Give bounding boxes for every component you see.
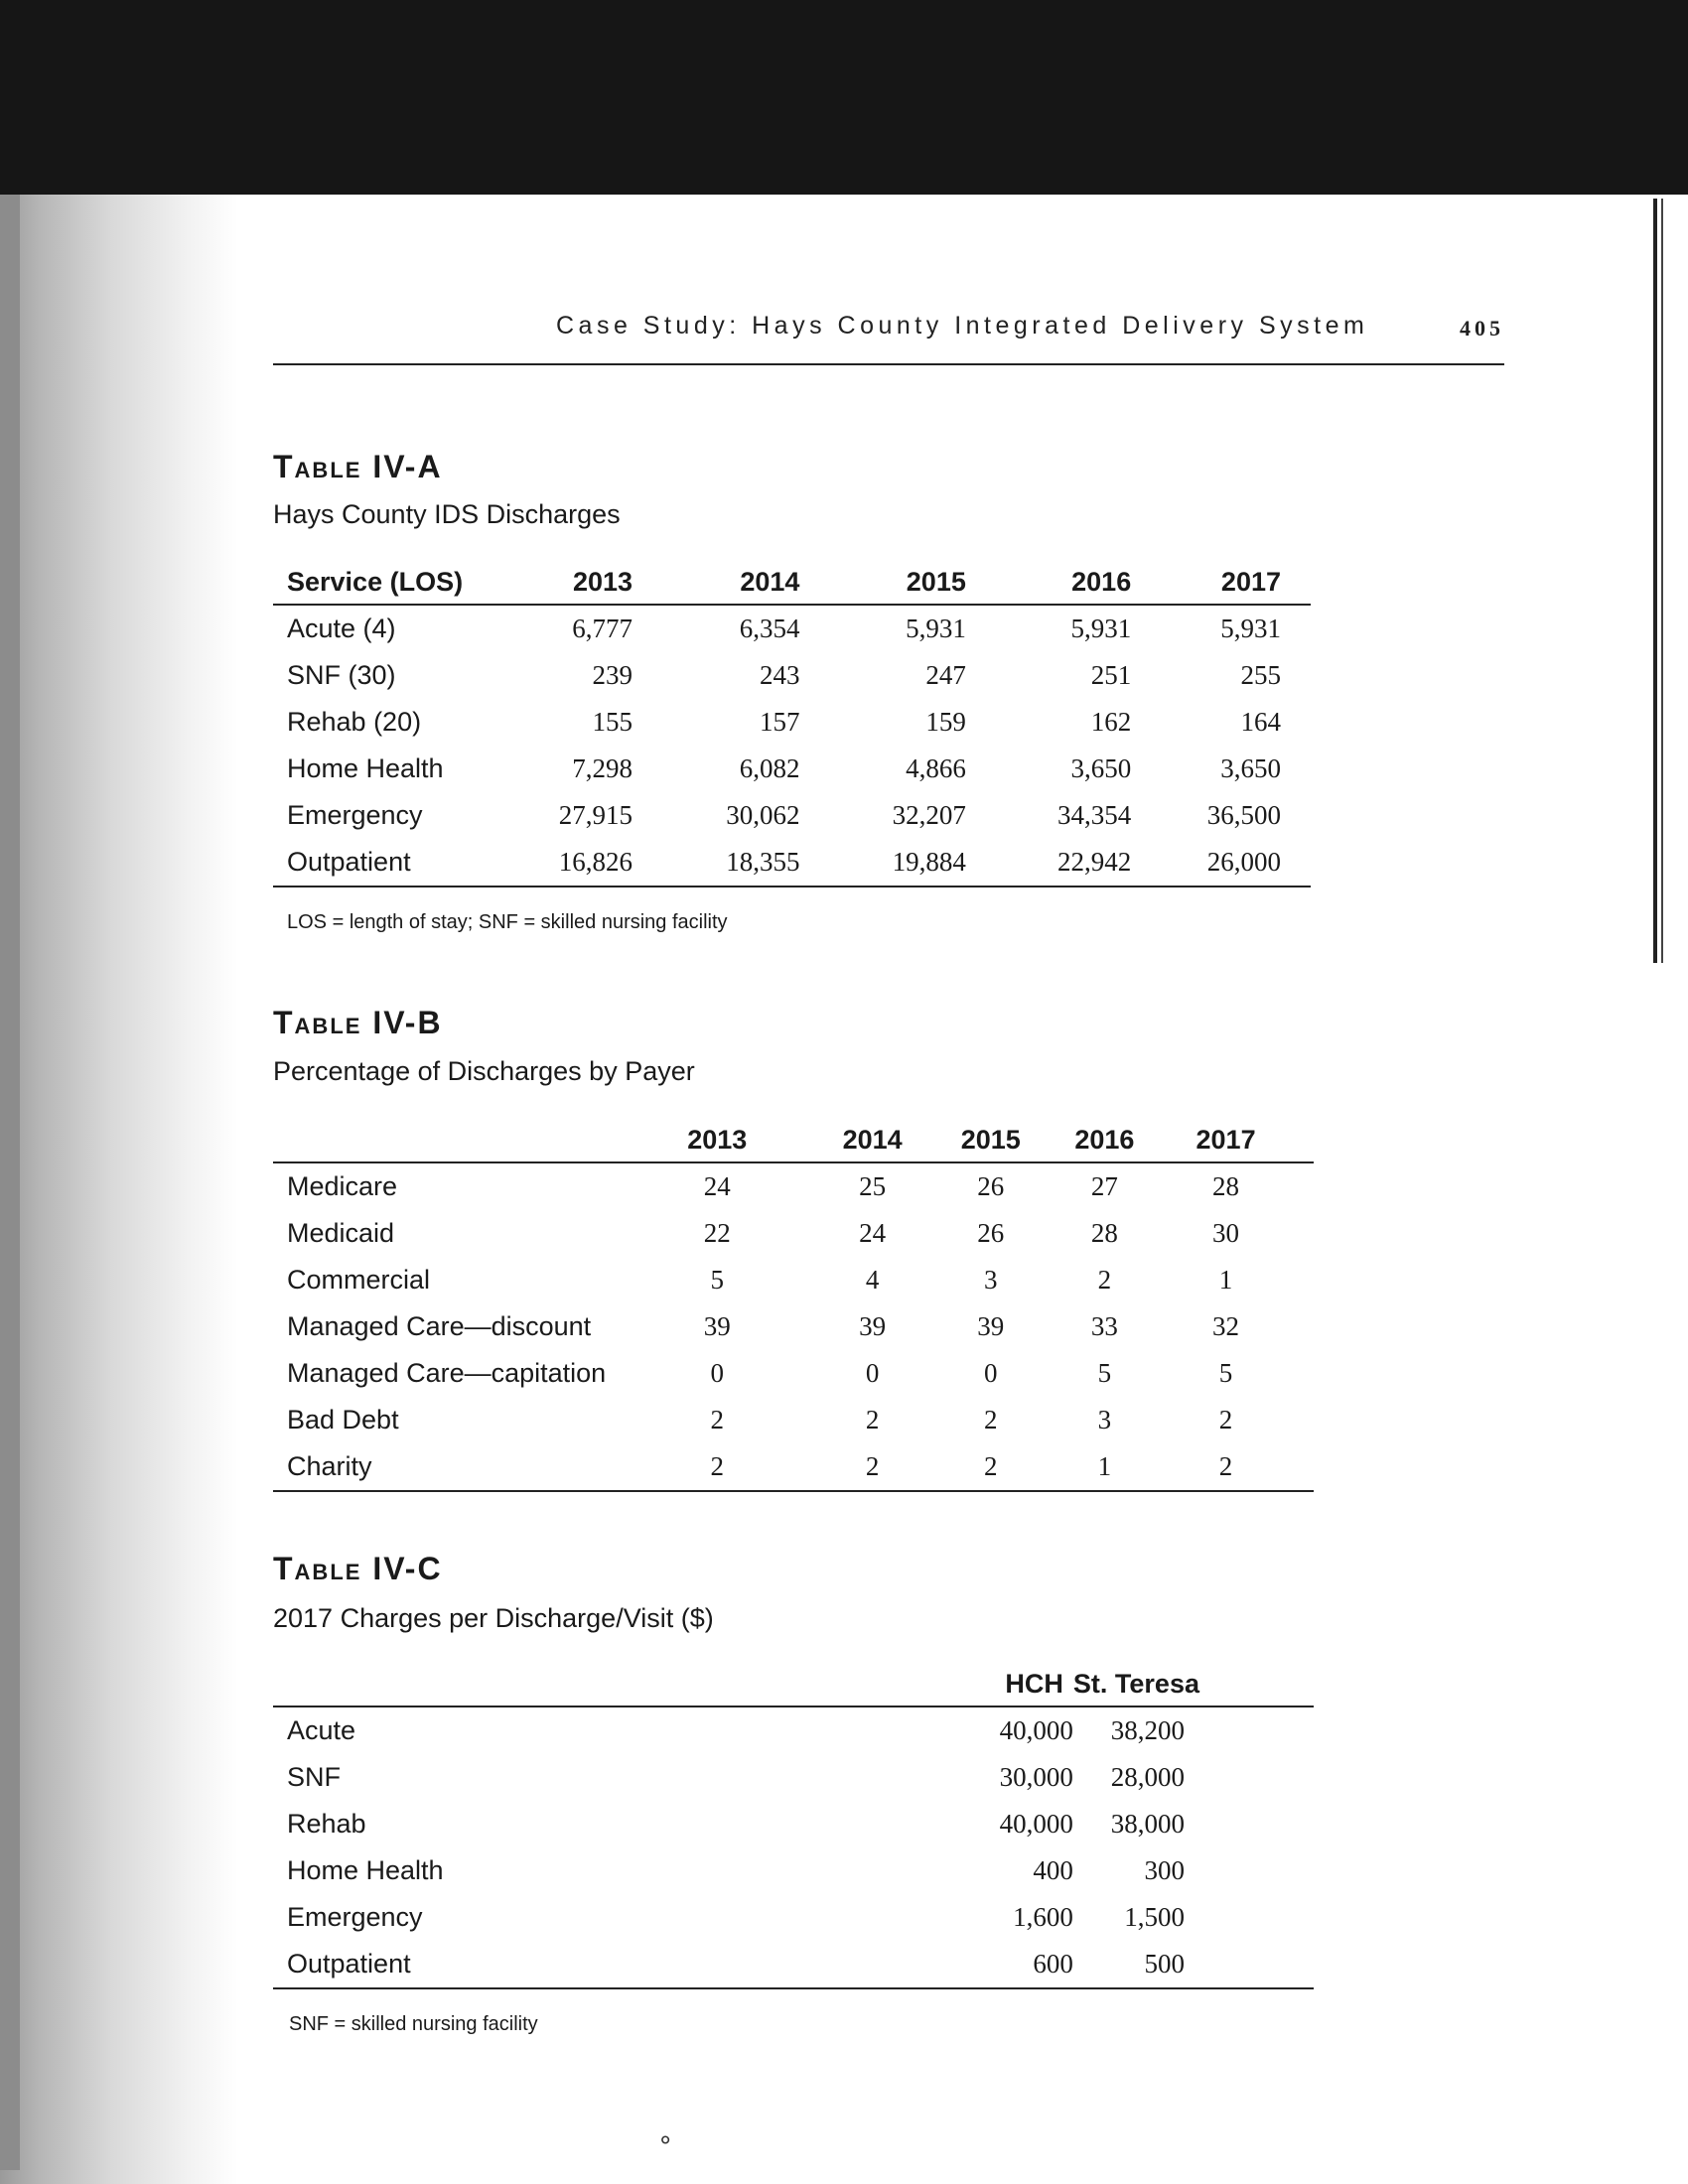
table-cell: 0 [984,1358,998,1388]
row-label: Outpatient [273,1941,611,1988]
row-label: Home Health [287,753,444,783]
row-label: SNF (30) [287,660,396,690]
table-row [273,792,1311,839]
table-cell: 7,298 [572,753,633,783]
table-row [273,1443,1314,1491]
table-cell: 255 [1240,660,1281,690]
table-row [273,1397,1314,1443]
table-cell: 26,000 [1153,839,1311,887]
table-cell: 2 [710,1405,724,1434]
table-cell: 30 [1212,1218,1240,1248]
row-label: Home Health [287,1855,444,1885]
row-label: Medicare [287,1171,398,1201]
table-cell: 32 [1212,1311,1240,1341]
table-cell: 5 [1218,1358,1233,1388]
table-cell: 3,650 [1220,753,1281,783]
page-edge-line [1653,199,1657,963]
table-cell: 33 [1090,1311,1118,1341]
table-cell: 5,931 [1220,614,1281,643]
table-a-col-header: Service (LOS) [287,567,464,597]
table-b-caption: Percentage of Discharges by Payer [273,1056,695,1086]
row-label: Charity [273,1443,606,1491]
row-label: Outpatient [273,839,559,887]
table-b [273,1112,1314,1492]
table-cell: 1,600 [1013,1902,1073,1932]
table-cell: 39 [977,1311,1005,1341]
table-cell: 1 [1063,1443,1186,1491]
table-cell: 28 [1212,1171,1240,1201]
table-b-col-header [273,1112,606,1162]
table-cell: 25 [859,1171,887,1201]
table-cell: 2 [1097,1265,1112,1295]
table-row [273,1162,1314,1210]
table-cell: 155 [592,707,633,737]
table-a-label: Table IV-A [273,449,443,484]
table-cell: 2 [1218,1405,1233,1434]
scan-mark: ∘ [657,2124,674,2154]
table-cell: 6,082 [739,753,800,783]
table-cell: 4 [865,1265,880,1295]
table-cell: 3 [1097,1405,1112,1434]
book-gutter-shadow [0,195,238,2184]
table-cell: 243 [759,660,800,690]
table-cell: 400 [1033,1855,1073,1885]
table-c-col-header: St. Teresa [1072,1669,1199,1699]
running-head-title: Case Study: Hays County Integrated Delivery System [556,312,1369,340]
table-b-col-header: 2013 [687,1125,748,1155]
table-cell: 162 [1090,707,1132,737]
table-cell: 34,354 [1056,800,1132,830]
table-c-header-row [273,1656,1314,1706]
table-c-caption: 2017 Charges per Discharge/Visit ($) [273,1603,714,1633]
row-label: Emergency [287,800,423,830]
table-a-col-header: 2015 [906,567,966,597]
table-cell: 18,355 [656,839,823,887]
table-cell: 27 [1090,1171,1118,1201]
table-cell: 39 [859,1311,887,1341]
table-c-note: SNF = skilled nursing facility [289,2013,538,2035]
table-cell: 30,000 [999,1762,1073,1792]
table-b-body [273,1162,1314,1491]
table-cell: 2 [828,1443,946,1491]
table-b-label: Table IV-B [273,1005,443,1040]
table-cell: 6,777 [572,614,633,643]
row-label: SNF [287,1762,341,1792]
table-cell: 2 [865,1405,880,1434]
table-cell: 30,062 [726,800,800,830]
table-cell: 2 [984,1405,998,1434]
table-a-body [273,605,1311,887]
table-cell: 164 [1240,707,1281,737]
table-c-body [273,1706,1314,1988]
table-b-col-header: 2017 [1196,1125,1256,1155]
table-cell: 24 [859,1218,887,1248]
table-cell: 26 [977,1171,1005,1201]
table-row [273,699,1311,746]
table-cell: 28,000 [1110,1762,1185,1792]
table-cell: 1 [1218,1265,1233,1295]
table-cell: 4,866 [906,753,966,783]
table-cell: 6,354 [739,614,800,643]
table-row [273,605,1311,652]
table-row [273,1303,1314,1350]
table-cell: 3,650 [1070,753,1132,783]
table-a-caption: Hays County IDS Discharges [273,499,621,529]
running-head [273,306,1504,365]
table-cell: 16,826 [559,839,656,887]
table-cell: 28 [1090,1218,1118,1248]
table-row [273,1801,1314,1847]
table-cell: 38,000 [1110,1809,1185,1839]
table-cell: 0 [865,1358,880,1388]
row-label: Managed Care—discount [287,1311,592,1341]
table-cell: 5 [710,1265,724,1295]
table-cell: 1,500 [1124,1902,1185,1932]
table-a-col-header: 2013 [572,567,633,597]
table-a-col-header: 2014 [740,567,800,597]
table-row [273,652,1311,699]
table-b-col-header: 2016 [1074,1125,1135,1155]
table-cell: 24 [703,1171,731,1201]
table-cell: 32,207 [892,800,966,830]
table-row [273,1754,1314,1801]
row-label: Bad Debt [287,1405,399,1434]
table-cell: 5,931 [1070,614,1132,643]
table-cell: 300 [1144,1855,1185,1885]
table-cell: 19,884 [823,839,985,887]
row-label: Emergency [287,1902,423,1932]
table-cell: 40,000 [999,1715,1073,1745]
row-label: Acute [287,1715,356,1745]
table-cell: 39 [703,1311,731,1341]
table-cell: 600 [611,1941,1073,1988]
table-row [273,1257,1314,1303]
table-row [273,1706,1314,1754]
row-label: Managed Care—capitation [287,1358,607,1388]
table-cell: 2 [946,1443,1063,1491]
table-cell: 27,915 [558,800,633,830]
table-b-col-header: 2015 [960,1125,1021,1155]
row-label: Rehab [287,1809,366,1839]
table-row [273,746,1311,792]
table-cell: 2 [606,1443,828,1491]
table-b-header-row [273,1112,1314,1162]
table-b-col-header: 2014 [842,1125,903,1155]
table-cell: 247 [925,660,966,690]
table-c-col-header [273,1656,611,1706]
table-cell: 26 [977,1218,1005,1248]
table-cell: 38,200 [1110,1715,1185,1745]
table-a [273,554,1311,887]
table-c [273,1656,1314,1989]
table-c-col-header: HCH [1005,1669,1063,1699]
row-label: Acute (4) [287,614,396,643]
table-cell: 239 [592,660,633,690]
table-cell: 3 [984,1265,998,1295]
table-row [273,1350,1314,1397]
page-number: 405 [1460,316,1504,341]
table-cell: 500 [1073,1941,1314,1988]
row-label: Commercial [287,1265,431,1295]
table-cell: 22 [703,1218,731,1248]
table-cell: 157 [759,707,800,737]
table-a-header-row [273,554,1311,605]
table-row [273,1210,1314,1257]
table-a-note: LOS = length of stay; SNF = skilled nursing facility [287,911,728,933]
table-row [273,1894,1314,1941]
table-cell: 40,000 [999,1809,1073,1839]
scan-dark-band [0,0,1688,195]
table-cell: 5,931 [906,614,966,643]
table-cell: 251 [1090,660,1132,690]
table-row [273,1847,1314,1894]
table-cell: 5 [1097,1358,1112,1388]
page-edge-line-2 [1661,199,1663,963]
table-c-label: Table IV-C [273,1551,443,1586]
table-cell: 0 [710,1358,724,1388]
table-cell: 2 [1186,1443,1314,1491]
row-label: Medicaid [287,1218,395,1248]
row-label: Rehab (20) [287,707,422,737]
table-cell: 36,500 [1206,800,1281,830]
table-cell: 22,942 [986,839,1153,887]
table-row [273,1941,1314,1988]
table-row [273,839,1311,887]
table-a-col-header: 2017 [1220,567,1281,597]
table-a-col-header: 2016 [1071,567,1132,597]
book-edge [0,195,20,2170]
table-cell: 159 [925,707,966,737]
